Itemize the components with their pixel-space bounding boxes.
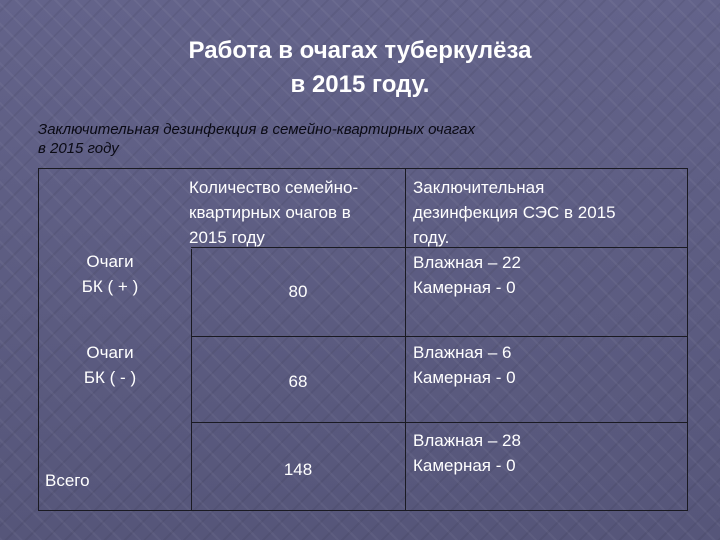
slide-subtitle xyxy=(38,120,658,158)
row-1-label-line-1: Очаги xyxy=(86,252,134,271)
header-count-line-1: Количество семейно- xyxy=(189,178,359,197)
row-1-disinfection xyxy=(413,250,683,300)
row-2-disinfection-chamber: Камерная - 0 xyxy=(413,368,516,387)
table-row-divider-2 xyxy=(191,422,688,423)
row-3-disinfection-wet: Влажная – 28 xyxy=(413,431,521,450)
header-count-line-2: квартирных очагов в xyxy=(189,203,351,222)
header-disinfection-line-2: дезинфекция СЭС в 2015 xyxy=(413,203,616,222)
row-1-disinfection-wet: Влажная – 22 xyxy=(413,253,521,272)
header-disinfection xyxy=(413,175,683,250)
table-row-divider-1 xyxy=(191,336,688,337)
row-3-disinfection-chamber: Камерная - 0 xyxy=(413,456,516,475)
row-2-disinfection-wet: Влажная – 6 xyxy=(413,343,512,362)
row-1-count: 80 xyxy=(288,282,308,301)
slide-title-line-2: в 2015 году. xyxy=(290,71,430,98)
slide-title xyxy=(0,34,720,102)
row-2-count: 68 xyxy=(288,372,308,391)
header-disinfection-line-3: году. xyxy=(413,228,450,247)
slide-title-line-1: Работа в очагах туберкулёза xyxy=(188,37,532,64)
slide-subtitle-line-2: в 2015 году xyxy=(38,140,119,157)
row-2-disinfection xyxy=(413,340,683,390)
disinfection-table xyxy=(38,168,688,511)
row-1-disinfection-chamber: Камерная - 0 xyxy=(413,278,516,297)
row-3-count: 148 xyxy=(283,460,313,479)
header-disinfection-line-1: Заключительная xyxy=(413,178,545,197)
row-2-label-line-1: Очаги xyxy=(86,343,134,362)
header-count xyxy=(189,175,399,250)
header-count-line-3: 2015 году xyxy=(189,228,265,247)
table-column-divider-2 xyxy=(405,169,406,511)
row-3-label xyxy=(45,468,185,493)
row-1-label-line-2: БК ( + ) xyxy=(81,277,139,296)
row-3-disinfection xyxy=(413,428,683,478)
row-2-label-line-2: БК ( - ) xyxy=(83,368,137,387)
row-2-label xyxy=(39,340,181,390)
row-3-label-line-1: Всего xyxy=(45,471,90,490)
slide-subtitle-line-1: Заключительная дезинфекция в семейно-квартирных очагах xyxy=(38,121,476,138)
row-1-label xyxy=(39,249,181,299)
